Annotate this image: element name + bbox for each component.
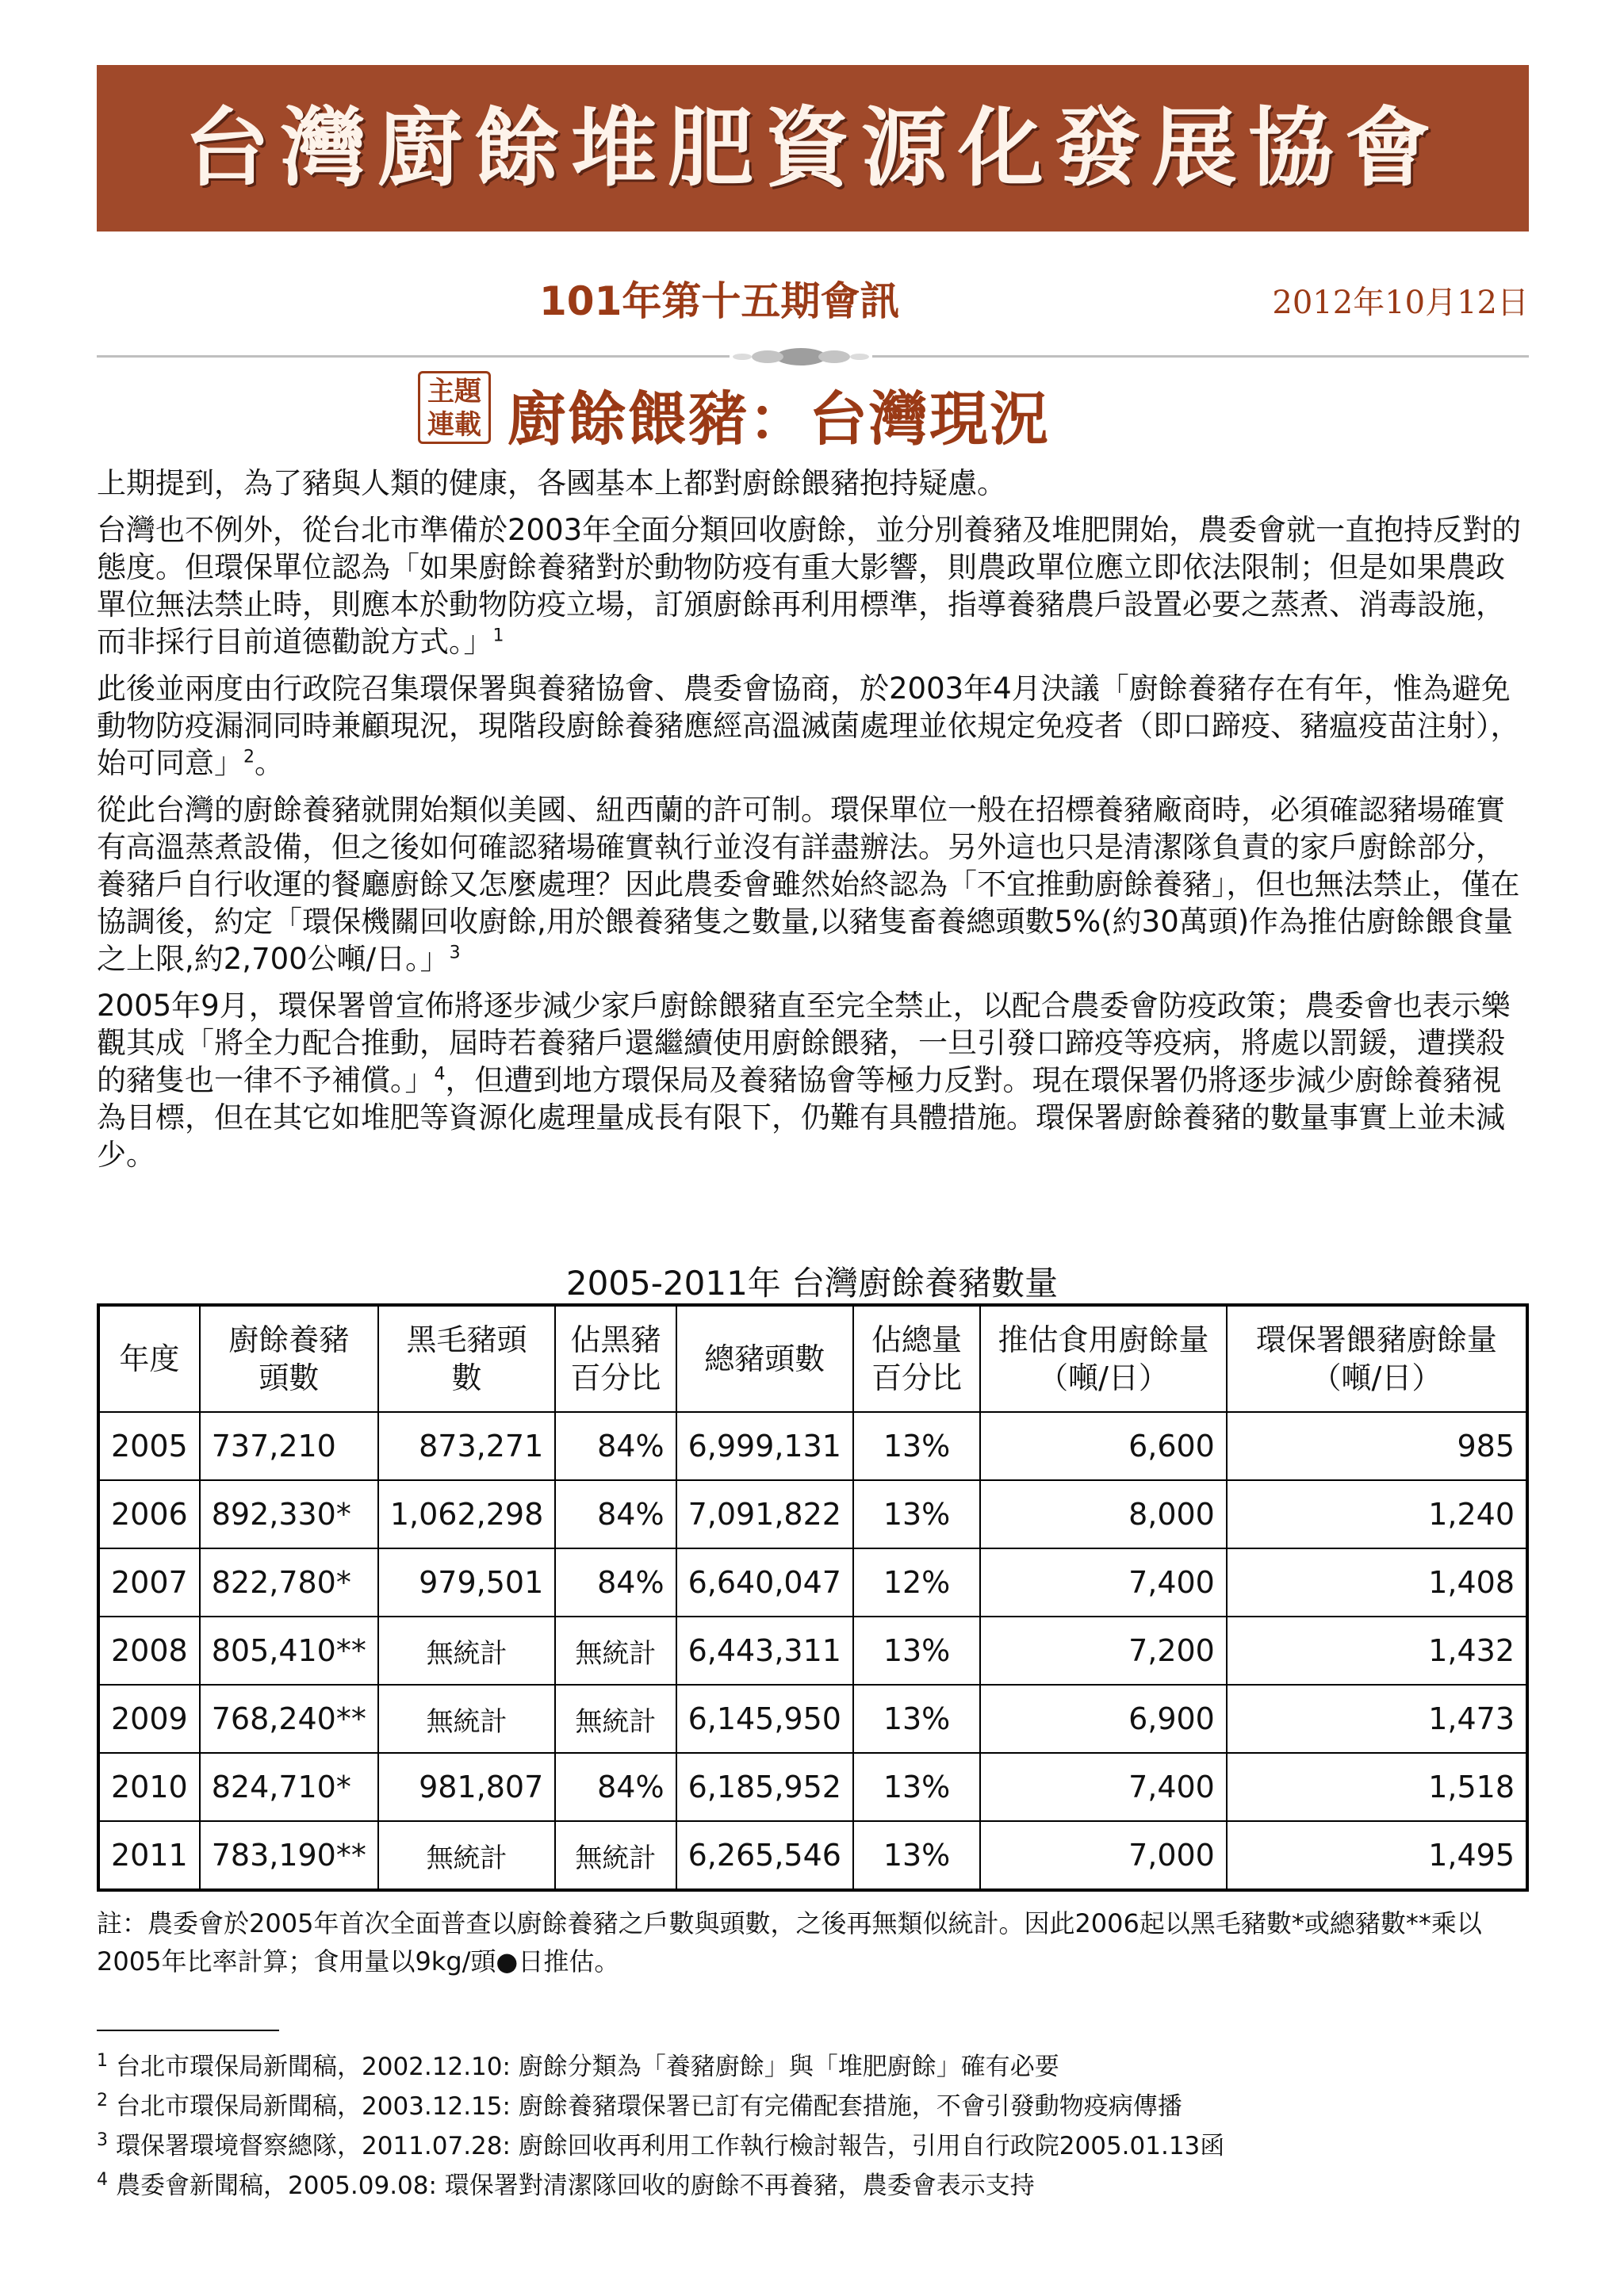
table-cell: 768,240** bbox=[200, 1685, 378, 1753]
table-cell: 2006 bbox=[98, 1480, 200, 1548]
series-tag-line1: 主題 bbox=[427, 376, 481, 408]
table-cell: 2005 bbox=[98, 1412, 200, 1480]
table-cell: 783,190** bbox=[200, 1821, 378, 1890]
table-row bbox=[98, 1548, 1527, 1617]
table-cell: 981,807 bbox=[378, 1753, 555, 1821]
table-cell: 2011 bbox=[98, 1821, 200, 1890]
table-cell: 1,432 bbox=[1227, 1617, 1527, 1685]
column-header: 黑毛豬頭 數 bbox=[378, 1305, 555, 1412]
series-tag-line2: 連載 bbox=[427, 409, 481, 441]
table-cell: 824,710* bbox=[200, 1753, 378, 1821]
table-cell: 84% bbox=[555, 1480, 676, 1548]
table-cell: 979,501 bbox=[378, 1548, 555, 1617]
table-row bbox=[98, 1617, 1527, 1685]
paragraph-1: 上期提到，為了豬與人類的健康，各國基本上都對廚餘餵豬抱持疑慮。 bbox=[97, 466, 1006, 500]
footnote-ref-1: 1 bbox=[492, 626, 504, 646]
table-note: 註：農委會於2005年首次全面普查以廚餘養豬之戶數與頭數，之後再無類似統計。因此2006起以黑毛豬數*或總豬數**乘以2005年比率計算；食用量以9kg/頭●日推估。 bbox=[97, 1908, 1482, 1976]
table-cell: 2010 bbox=[98, 1753, 200, 1821]
footnote-ref-3: 3 bbox=[449, 943, 461, 963]
issue-label: 101年第十五期會訊 bbox=[539, 278, 900, 324]
table-cell: 7,091,822 bbox=[676, 1480, 853, 1548]
paragraph-4: 從此台灣的廚餘養豬就開始類似美國、紐西蘭的許可制。環保單位一般在招標養豬廠商時，必須確認豬場確實有高溫蒸煮設備，但之後如何確認豬場確實執行並沒有詳盡辦法。另外這也只是清潔隊負責的家戶廚餘部分，養豬戶自行收運的餐廳廚餘又怎麼處理？因此農委會雖然始終認為「不宜推動廚餘養豬」，但也無法禁止，僅在協調後，約定「環保機關回收廚餘,用於餵養豬隻之數量,以豬隻畜養總頭數5%(約30萬頭)作為推估廚餘餵食量之上限,約2,700公噸/日。」$^3$ bbox=[97, 793, 1520, 976]
table-cell: 1,408 bbox=[1227, 1548, 1527, 1617]
table-cell: 6,145,950 bbox=[676, 1685, 853, 1753]
table-cell: 6,600 bbox=[980, 1412, 1227, 1480]
footnote-item: $^1$ 台北市環保局新聞稿，2002.12.10: 廚餘分類為「養豬廚餘」與「堆肥廚餘」確有必要 bbox=[97, 2050, 1059, 2081]
table-header-row bbox=[98, 1305, 1527, 1412]
table-cell: 2008 bbox=[98, 1617, 200, 1685]
table-cell: 1,518 bbox=[1227, 1753, 1527, 1821]
table-cell: 無統計 bbox=[378, 1617, 555, 1685]
column-header: 廚餘養豬 頭數 bbox=[200, 1305, 378, 1412]
table-cell: 6,640,047 bbox=[676, 1548, 853, 1617]
table-cell: 985 bbox=[1227, 1412, 1527, 1480]
column-header: 年度 bbox=[98, 1305, 200, 1412]
column-header: 佔總量 百分比 bbox=[853, 1305, 980, 1412]
table-cell: 7,400 bbox=[980, 1548, 1227, 1617]
paragraph-3: 此後並兩度由行政院召集環保署與養豬協會、農委會協商，於2003年4月決議「廚餘養豬存在有年，惟為避免動物防疫漏洞同時兼顧現況，現階段廚餘養豬應經高溫滅菌處理並依規定免疫者（即口蹄疫、豬瘟疫苗注射），始可同意」$^2$。 bbox=[97, 672, 1520, 780]
paragraph-2: 台灣也不例外，從台北市準備於2003年全面分類回收廚餘，並分別養豬及堆肥開始，農委會就一直抱持反對的態度。但環保單位認為「如果廚餘養豬對於動物防疫有重大影響，則農政單位應立即依法限制；但是如果農政單位無法禁止時，則應本於動物防疫立場，訂頒廚餘再利用標準，指導養豬農戶設置必要之蒸煮、消毒設施，而非採行目前道德勸說方式。」$^1$ bbox=[97, 513, 1522, 659]
column-header: 環保署餵豬廚餘量 （噸/日） bbox=[1227, 1305, 1527, 1412]
table-cell: 無統計 bbox=[555, 1617, 676, 1685]
table-cell: 873,271 bbox=[378, 1412, 555, 1480]
table-row bbox=[98, 1753, 1527, 1821]
divider-ornament-icon bbox=[730, 342, 872, 371]
article-title: 廚餘餵豬：台灣現況 bbox=[508, 385, 1050, 453]
table-cell: 1,473 bbox=[1227, 1685, 1527, 1753]
table-cell: 737,210 bbox=[200, 1412, 378, 1480]
table-cell: 6,265,546 bbox=[676, 1821, 853, 1890]
table-cell: 無統計 bbox=[555, 1685, 676, 1753]
table-cell: 822,780* bbox=[200, 1548, 378, 1617]
footnotes bbox=[97, 2049, 1529, 2207]
table-cell: 1,240 bbox=[1227, 1480, 1527, 1548]
table-row bbox=[98, 1685, 1527, 1753]
footnote-item: $^3$ 環保署環境督察總隊，2011.07.28: 廚餘回收再利用工作執行檢討報告，引用自行政院2005.01.13函 bbox=[97, 2130, 1225, 2160]
article-body bbox=[97, 465, 1529, 1183]
table-cell: 13% bbox=[853, 1480, 980, 1548]
table-cell: 2007 bbox=[98, 1548, 200, 1617]
table-cell: 無統計 bbox=[378, 1685, 555, 1753]
paragraph-5: 2005年9月，環保署曾宣佈將逐步減少家戶廚餘餵豬直至完全禁止，以配合農委會防疫政策；農委會也表示樂觀其成「將全力配合推動，屆時若養豬戶還繼續使用廚餘餵豬，一旦引發口蹄疫等疫病，將處以罰鍰，遭撲殺的豬隻也一律不予補償。」$^4$，但遭到地方環保局及養豬協會等極力反對。現在環保署仍將逐步減少廚餘養豬視為目標，但在其它如堆肥等資源化處理量成長有限下，仍難有具體措施。環保署廚餘養豬的數量事實上並未減少。 bbox=[97, 989, 1511, 1172]
table-cell: 13% bbox=[853, 1617, 980, 1685]
table-cell: 8,000 bbox=[980, 1480, 1227, 1548]
table-cell: 84% bbox=[555, 1548, 676, 1617]
table-cell: 無統計 bbox=[555, 1821, 676, 1890]
table-cell: 7,400 bbox=[980, 1753, 1227, 1821]
table-cell: 84% bbox=[555, 1753, 676, 1821]
table-title: 2005-2011年 台灣廚餘養豬數量 bbox=[565, 1264, 1059, 1303]
table-cell: 7,000 bbox=[980, 1821, 1227, 1890]
column-header: 推估食用廚餘量 （噸/日） bbox=[980, 1305, 1227, 1412]
column-header: 佔黑豬 百分比 bbox=[555, 1305, 676, 1412]
column-header: 總豬頭數 bbox=[676, 1305, 853, 1412]
issue-date: 2012年10月12日 bbox=[1272, 285, 1529, 321]
association-banner: 台灣廚餘堆肥資源化發展協會 bbox=[97, 65, 1529, 232]
pig-feeding-table bbox=[97, 1303, 1529, 1892]
table-row bbox=[98, 1412, 1527, 1480]
table-cell: 7,200 bbox=[980, 1617, 1227, 1685]
table-cell: 1,495 bbox=[1227, 1821, 1527, 1890]
table-row bbox=[98, 1821, 1527, 1890]
table-row bbox=[98, 1480, 1527, 1548]
table-cell: 892,330* bbox=[200, 1480, 378, 1548]
table-cell: 805,410** bbox=[200, 1617, 378, 1685]
table-cell: 6,999,131 bbox=[676, 1412, 853, 1480]
table-cell: 6,185,952 bbox=[676, 1753, 853, 1821]
table-cell: 6,443,311 bbox=[676, 1617, 853, 1685]
table-cell: 無統計 bbox=[378, 1821, 555, 1890]
footnote-ref-4: 4 bbox=[434, 1064, 446, 1085]
table-cell: 13% bbox=[853, 1685, 980, 1753]
series-tag bbox=[418, 371, 491, 444]
footnote-item: $^2$ 台北市環保局新聞稿，2003.12.15: 廚餘養豬環保署已訂有完備配套措施，不會引發動物疫病傳播 bbox=[97, 2090, 1182, 2121]
table-cell: 13% bbox=[853, 1753, 980, 1821]
footnote-item: $^4$ 農委會新聞稿，2005.09.08: 環保署對清潔隊回收的廚餘不再養豬，農委會表示支持 bbox=[97, 2169, 1035, 2200]
table-cell: 13% bbox=[853, 1412, 980, 1480]
table-cell: 6,900 bbox=[980, 1685, 1227, 1753]
footnote-divider bbox=[97, 2030, 279, 2031]
footnote-ref-2: 2 bbox=[243, 747, 255, 767]
table-cell: 1,062,298 bbox=[378, 1480, 555, 1548]
table-cell: 13% bbox=[853, 1821, 980, 1890]
table-cell: 2009 bbox=[98, 1685, 200, 1753]
table-cell: 12% bbox=[853, 1548, 980, 1617]
table-cell: 84% bbox=[555, 1412, 676, 1480]
